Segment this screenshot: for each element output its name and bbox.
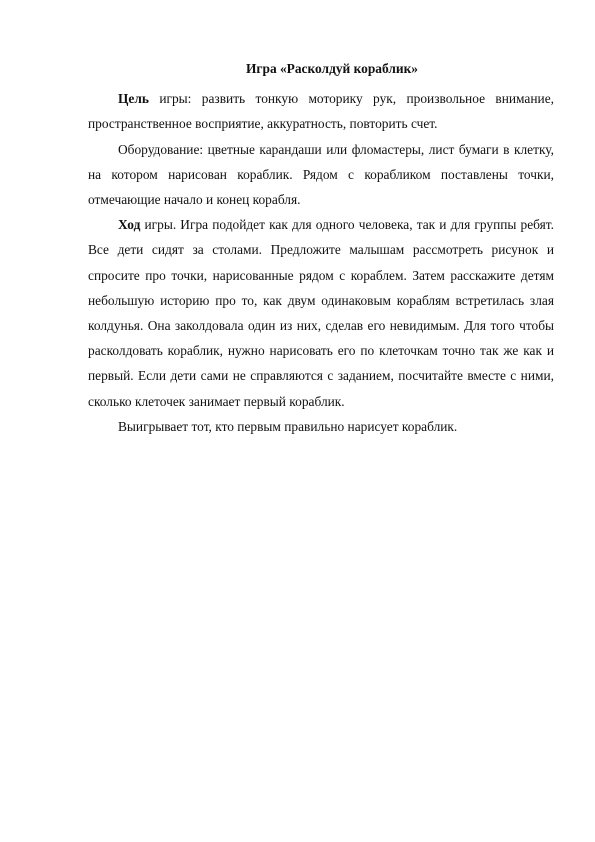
document-body	[88, 56, 554, 439]
paragraph-game-flow	[88, 212, 554, 414]
paragraph-game-flow-text: игры. Игра подойдет как для одного человека, так и для группы ребят. Все дети сидят за столами. Предложите малышам рассмотреть рисунок и спросите про точки, нарисованные рядом с кораблем. Затем расскажите детям небольшую историю про то, как двум одинаковым кораблям встретилась злая колдунья. Она заколдовала один из них, сделав его невидимым. Для того чтобы расколдовать кораблик, нужно нарисовать его по клеточкам точно так же как и первый. Если дети сами не справляются с заданием, посчитайте вместе с ними, сколько клеточек занимает первый кораблик.	[88, 217, 554, 409]
paragraph-winner-text: Выигрывает тот, кто первым правильно нарисует кораблик.	[118, 418, 458, 434]
paragraph-game-flow-lead: Ход	[118, 217, 141, 233]
paragraph-equipment	[88, 137, 554, 213]
paragraph-goal-lead: Цель	[118, 91, 149, 107]
paragraph-winner	[88, 414, 554, 439]
paragraph-goal	[88, 86, 554, 136]
paragraph-goal-text: игры: развить тонкую моторику рук, произвольное внимание, пространственное восприятие, аккуратность, повторить счет.	[88, 91, 554, 132]
document-title: Игра «Расколдуй кораблик»	[246, 61, 418, 76]
paragraph-equipment-text: Оборудование: цветные карандаши или фломастеры, лист бумаги в клетку, на котором нарисован кораблик. Рядом с корабликом поставлены точки, отмечающие начало и конец корабля.	[88, 141, 554, 208]
